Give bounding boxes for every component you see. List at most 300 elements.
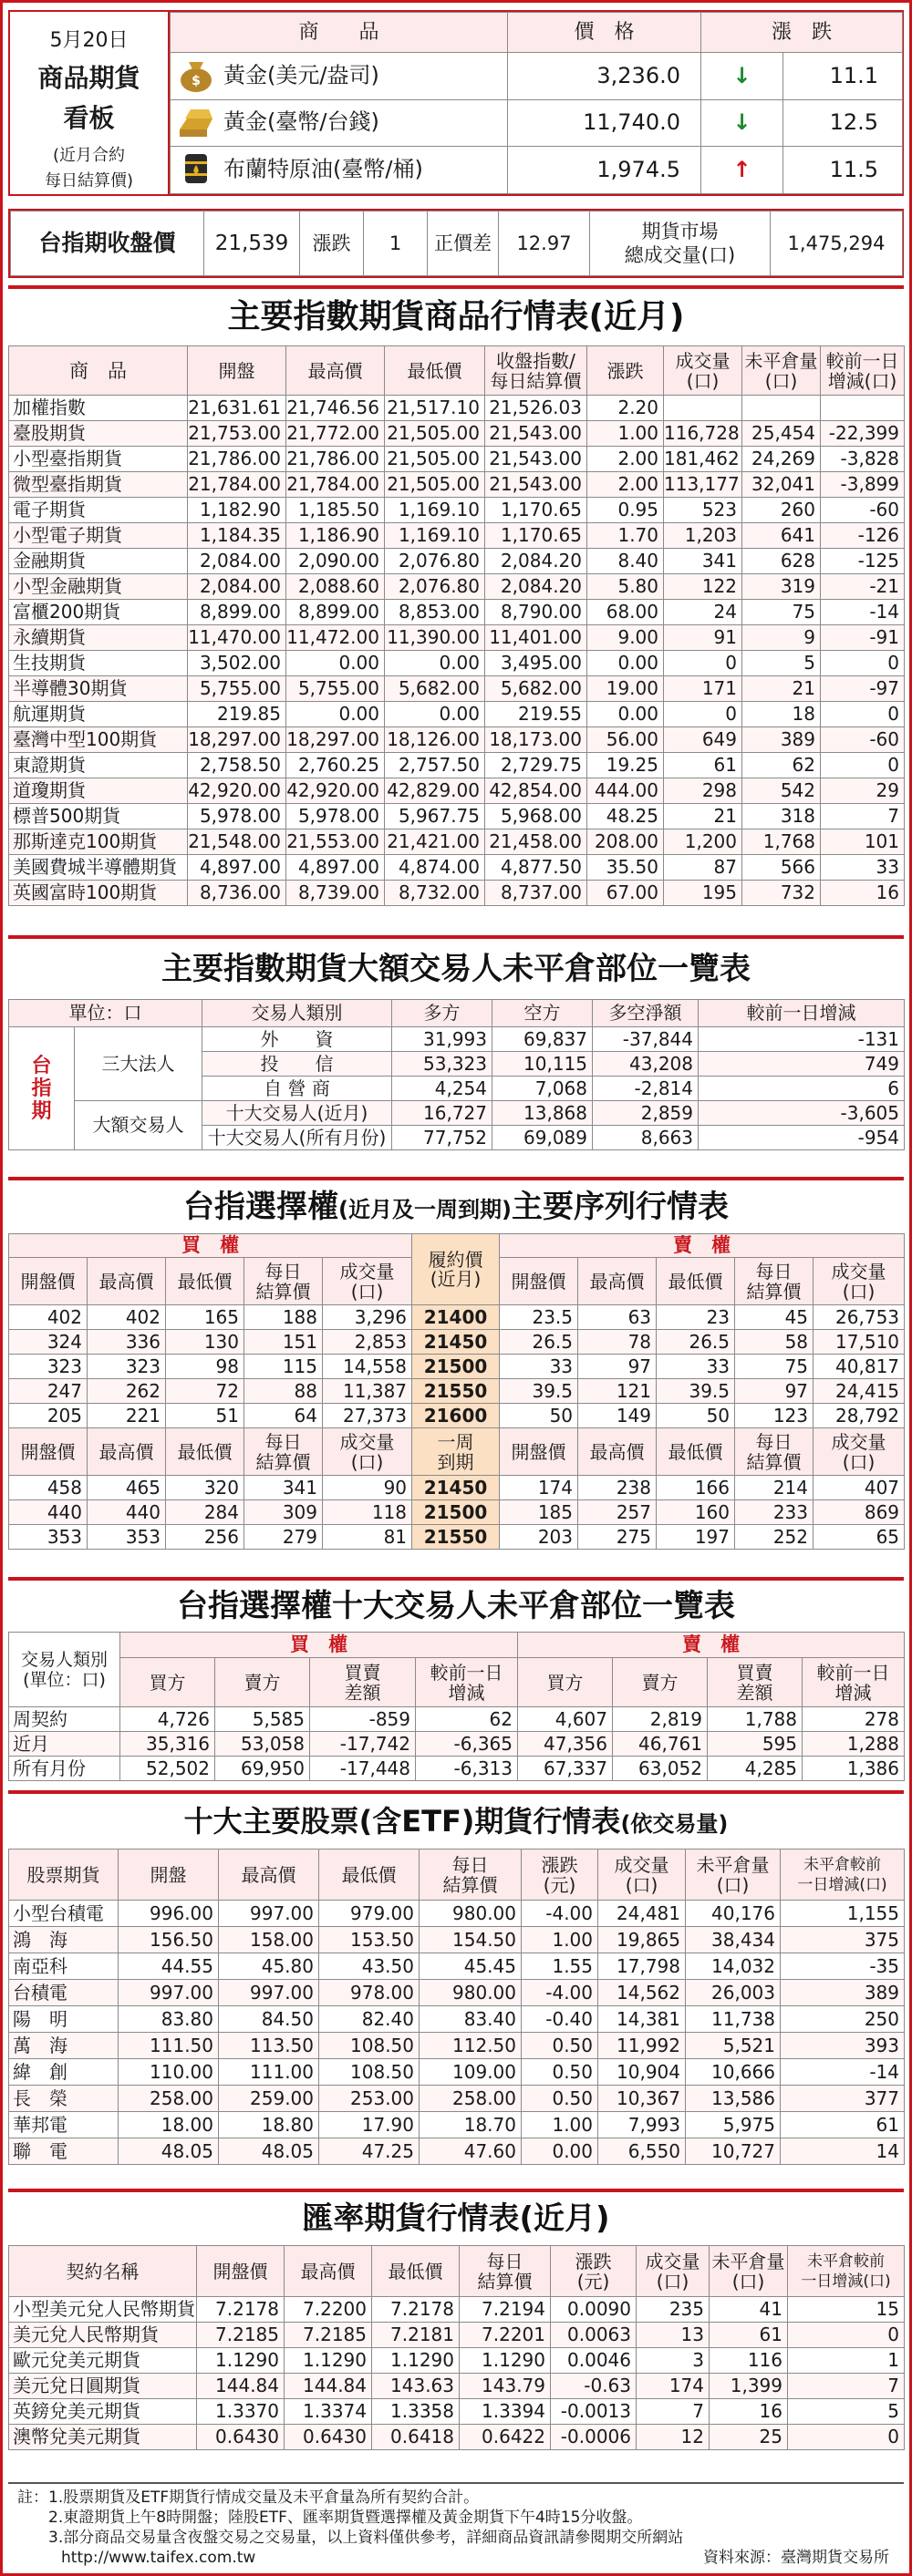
open-interest: 40,176	[686, 1901, 781, 1927]
net-value: 2,859	[593, 1101, 699, 1126]
commodity-name: 黃金(美元/盎司)	[223, 62, 379, 88]
open-interest: 25	[710, 2425, 788, 2450]
volume	[664, 396, 742, 421]
strike-price: 21500	[412, 1355, 500, 1379]
col-oi-change: 較前一日 增減(口)	[821, 346, 905, 396]
settle-price: 8,790.00	[485, 600, 587, 625]
high-price: 4,897.00	[286, 855, 385, 881]
settle-price: 11,401.00	[485, 625, 587, 651]
put-volume: 24,415	[814, 1379, 905, 1404]
low-price: 108.50	[319, 2033, 420, 2059]
open-price: 21,753.00	[188, 421, 286, 447]
open-price: 1.3370	[197, 2399, 285, 2425]
stock-name: 小型台積電	[9, 1901, 119, 1927]
volume: 3	[637, 2348, 710, 2374]
low-price: 21,505.00	[385, 447, 485, 472]
commodity-name: 黃金(臺幣/台錢)	[223, 108, 379, 135]
high-price: 111.00	[219, 2059, 319, 2086]
volume: 195	[664, 881, 742, 906]
contract-name: 英鎊兌美元期貨	[9, 2399, 197, 2425]
options-row	[9, 1525, 905, 1550]
low-price: 21,505.00	[385, 472, 485, 498]
change: -4.00	[522, 1980, 598, 2006]
change: -0.0013	[551, 2399, 637, 2425]
put-volume: 65	[814, 1525, 905, 1550]
total-volume: 1,475,294	[771, 211, 903, 276]
basis-value: 12.97	[499, 211, 590, 276]
settle-price: 2,084.20	[485, 574, 587, 600]
futures-row	[9, 498, 905, 523]
open-interest: 32,041	[742, 472, 821, 498]
volume: 7,993	[598, 2112, 686, 2138]
call-sell: 53,058	[215, 1732, 310, 1757]
high-price: 1,185.50	[286, 498, 385, 523]
call-change: -6,313	[416, 1757, 518, 1781]
settle-price: 7.2201	[460, 2323, 551, 2348]
product-name: 微型臺指期貨	[9, 472, 188, 498]
open-price: 44.55	[119, 1953, 219, 1980]
low-price: 2,076.80	[385, 574, 485, 600]
oi-change: 7	[788, 2374, 905, 2399]
commodity-change: 11.5	[783, 146, 903, 193]
board-header-box	[10, 12, 170, 194]
oi-change: -14	[821, 600, 905, 625]
change: 0.50	[522, 2086, 598, 2112]
change: -0.40	[522, 2006, 598, 2033]
volume: 14,562	[598, 1980, 686, 2006]
open-interest: 628	[742, 549, 821, 574]
board-date: 5月20日	[49, 29, 129, 52]
open-interest: 566	[742, 855, 821, 881]
settle-price: 1.3394	[460, 2399, 551, 2425]
oi-change: 14	[781, 2138, 905, 2165]
low-price: 7.2178	[372, 2297, 460, 2323]
col-put-change: 較前一日 增減	[803, 1658, 905, 1707]
call-settle: 279	[244, 1525, 323, 1550]
options-row	[9, 1404, 905, 1428]
high-price: 5,978.00	[286, 804, 385, 829]
call-settle: 151	[244, 1330, 323, 1355]
volume: 171	[664, 676, 742, 702]
strike-price: 21500	[412, 1500, 500, 1525]
change-value: -954	[699, 1126, 905, 1150]
taiex-change: 1	[364, 211, 428, 276]
oi-change: 0	[821, 651, 905, 676]
short-value: 69,837	[492, 1027, 593, 1052]
call-settle: 188	[244, 1305, 323, 1330]
col-contract: 契約名稱	[9, 2246, 197, 2297]
settle-price: 5,682.00	[485, 676, 587, 702]
options-title	[8, 1180, 904, 1233]
oi-change: 375	[781, 1927, 905, 1953]
call-high: 440	[88, 1500, 166, 1525]
volume: 87	[664, 855, 742, 881]
stock-futures-title-paren: (依交易量)	[620, 1811, 729, 1837]
options-row	[9, 1379, 905, 1404]
board-title: 商品期貨	[37, 63, 140, 93]
settle-price: 3,495.00	[485, 651, 587, 676]
col-open-interest: 未平倉量 (口)	[710, 2246, 788, 2297]
volume: 122	[664, 574, 742, 600]
side-label: 台 指 期	[9, 1027, 75, 1150]
large-traders-title: 主要指數期貨大額交易人未平倉部位一覽表	[161, 951, 751, 987]
high-price: 259.00	[219, 2086, 319, 2112]
change: 2.00	[587, 472, 664, 498]
commodity-change: 12.5	[783, 100, 903, 146]
low-price: 17.90	[319, 2112, 420, 2138]
settle-price: 18.70	[420, 2112, 522, 2138]
low-price: 7.2181	[372, 2323, 460, 2348]
oi-change: 0	[788, 2425, 905, 2450]
board-sub: (近月合約	[52, 146, 126, 165]
change-value: 6	[699, 1077, 905, 1101]
call-header: 買 權	[9, 1234, 412, 1258]
call-open: 353	[9, 1525, 88, 1550]
change: 208.00	[587, 829, 664, 855]
put-change: 1,386	[803, 1757, 905, 1781]
open-price: 1,182.90	[188, 498, 286, 523]
put-volume: 869	[814, 1500, 905, 1525]
high-price: 11,472.00	[286, 625, 385, 651]
stock-name: 陽 明	[9, 2006, 119, 2033]
put-buy: 47,356	[518, 1732, 613, 1757]
options-section	[8, 1177, 904, 1550]
volume: 116,728	[664, 421, 742, 447]
col-long: 多方	[392, 1000, 492, 1027]
call-volume: 90	[323, 1476, 412, 1500]
change: 5.80	[587, 574, 664, 600]
taiex-change-label: 漲跌	[300, 211, 364, 276]
open-price: 2,084.00	[188, 574, 286, 600]
col-open: 開盤價	[500, 1258, 578, 1305]
taifex-link[interactable]: http://www.taifex.com.tw	[61, 2549, 256, 2567]
futures-row	[9, 396, 905, 421]
put-settle: 123	[735, 1404, 814, 1428]
put-volume: 40,817	[814, 1355, 905, 1379]
put-low: 23	[657, 1305, 735, 1330]
product-name: 標普500期貨	[9, 804, 188, 829]
col-high: 最高價	[286, 346, 385, 396]
open-price: 258.00	[119, 2086, 219, 2112]
stock-futures-row	[9, 1927, 905, 1953]
open-interest: 25,454	[742, 421, 821, 447]
product-name: 小型電子期貨	[9, 523, 188, 549]
low-price: 47.25	[319, 2138, 420, 2165]
long-value: 77,752	[392, 1126, 492, 1150]
low-price: 82.40	[319, 2006, 420, 2033]
high-price: 158.00	[219, 1927, 319, 1953]
col-low: 最低價	[372, 2246, 460, 2297]
oi-change: 29	[821, 778, 905, 804]
call-high: 402	[88, 1305, 166, 1330]
high-price: 8,899.00	[286, 600, 385, 625]
large-traders-section	[8, 935, 904, 1150]
high-price: 7.2200	[285, 2297, 372, 2323]
oi-change	[821, 396, 905, 421]
product-name: 英國富時100期貨	[9, 881, 188, 906]
col-settle: 每日 結算價	[244, 1428, 323, 1476]
volume: 10,367	[598, 2086, 686, 2112]
change: 0.00	[587, 651, 664, 676]
open-interest: 10,666	[686, 2059, 781, 2086]
open-interest: 5,975	[686, 2112, 781, 2138]
call-high: 221	[88, 1404, 166, 1428]
high-price: 42,920.00	[286, 778, 385, 804]
col-oi-change: 較前一日增減	[699, 1000, 905, 1027]
stock-futures-row	[9, 2138, 905, 2165]
call-open: 247	[9, 1379, 88, 1404]
put-buy: 67,337	[518, 1757, 613, 1781]
put-header: 賣 權	[500, 1234, 905, 1258]
low-price: 5,967.75	[385, 804, 485, 829]
settle-price: 45.45	[420, 1953, 522, 1980]
put-volume: 17,510	[814, 1330, 905, 1355]
call-low: 165	[166, 1305, 244, 1330]
put-change: 1,288	[803, 1732, 905, 1757]
col-settle: 每日 結算價	[735, 1258, 814, 1305]
open-interest: 61	[710, 2323, 788, 2348]
change: 9.00	[587, 625, 664, 651]
high-price: 21,784.00	[286, 472, 385, 498]
group-institutional: 三大法人	[75, 1027, 202, 1101]
low-price: 2,076.80	[385, 549, 485, 574]
put-open: 185	[500, 1500, 578, 1525]
call-volume: 27,373	[323, 1404, 412, 1428]
col-high: 最高價	[219, 1850, 319, 1901]
commodity-board	[8, 10, 904, 196]
stock-futures-row	[9, 2006, 905, 2033]
options-row	[9, 1500, 905, 1525]
long-value: 16,727	[392, 1101, 492, 1126]
volume: 21	[664, 804, 742, 829]
open-interest: 9	[742, 625, 821, 651]
col-open: 開盤價	[197, 2246, 285, 2297]
low-price: 8,853.00	[385, 600, 485, 625]
volume: 0	[664, 651, 742, 676]
put-high: 63	[578, 1305, 657, 1330]
col-low: 最低價	[166, 1258, 244, 1305]
high-price: 18,297.00	[286, 727, 385, 753]
volume: 17,798	[598, 1953, 686, 1980]
open-interest: 1,399	[710, 2374, 788, 2399]
open-price: 111.50	[119, 2033, 219, 2059]
put-open: 50	[500, 1404, 578, 1428]
open-interest: 5,521	[686, 2033, 781, 2059]
col-settle: 每日 結算價	[420, 1850, 522, 1901]
open-interest: 41	[710, 2297, 788, 2323]
put-high: 149	[578, 1404, 657, 1428]
put-open: 33	[500, 1355, 578, 1379]
futures-row	[9, 829, 905, 855]
low-price: 108.50	[319, 2059, 420, 2086]
high-price: 1,186.90	[286, 523, 385, 549]
call-high: 262	[88, 1379, 166, 1404]
oi-change: 377	[781, 2086, 905, 2112]
call-buy: 4,726	[120, 1707, 215, 1732]
col-open-interest: 未平倉量 (口)	[742, 346, 821, 396]
call-net: -859	[310, 1707, 416, 1732]
taiex-close: 21,539	[204, 211, 300, 276]
col-high: 最高價	[578, 1428, 657, 1476]
col-volume: 成交量 (口)	[323, 1428, 412, 1476]
short-value: 69,089	[492, 1126, 593, 1150]
put-volume: 407	[814, 1476, 905, 1500]
stock-futures-row	[9, 2086, 905, 2112]
settle-price: 1,170.65	[485, 523, 587, 549]
volume: 24,481	[598, 1901, 686, 1927]
col-open: 開盤	[119, 1850, 219, 1901]
volume: 91	[664, 625, 742, 651]
open-price: 21,786.00	[188, 447, 286, 472]
volume: 13	[637, 2323, 710, 2348]
low-price: 0.6418	[372, 2425, 460, 2450]
put-low: 50	[657, 1404, 735, 1428]
volume: 649	[664, 727, 742, 753]
open-interest: 319	[742, 574, 821, 600]
open-price: 21,548.00	[188, 829, 286, 855]
product-name: 小型臺指期貨	[9, 447, 188, 472]
call-open: 440	[9, 1500, 88, 1525]
stock-futures-row	[9, 1980, 905, 2006]
col-oi-change: 未平倉較前 一日增減(口)	[788, 2246, 905, 2297]
put-settle: 214	[735, 1476, 814, 1500]
col-low: 最低價	[166, 1428, 244, 1476]
call-sell: 69,950	[215, 1757, 310, 1781]
product-name: 富櫃200期貨	[9, 600, 188, 625]
commodity-price: 3,236.0	[508, 53, 701, 100]
open-interest: 1,768	[742, 829, 821, 855]
high-price: 997.00	[219, 1980, 319, 2006]
col-high: 最高價	[88, 1258, 166, 1305]
commodity-row	[171, 100, 903, 146]
call-high: 465	[88, 1476, 166, 1500]
put-open: 23.5	[500, 1305, 578, 1330]
contract-type: 近月	[9, 1732, 120, 1757]
put-open: 174	[500, 1476, 578, 1500]
put-high: 238	[578, 1476, 657, 1500]
option-traders-title: 台指選擇權十大交易人未平倉部位一覽表	[177, 1588, 735, 1624]
commodity-change: 11.1	[783, 53, 903, 100]
settle-price: 42,854.00	[485, 778, 587, 804]
put-settle: 233	[735, 1500, 814, 1525]
open-price: 21,631.61	[188, 396, 286, 421]
futures-row	[9, 676, 905, 702]
put-high: 97	[578, 1355, 657, 1379]
col-commodity: 商 品	[171, 13, 508, 53]
oi-change: -60	[821, 498, 905, 523]
high-price: 113.50	[219, 2033, 319, 2059]
oi-change: -3,828	[821, 447, 905, 472]
open-price: 1,184.35	[188, 523, 286, 549]
change-value: -3,605	[699, 1101, 905, 1126]
put-low: 160	[657, 1500, 735, 1525]
call-open: 402	[9, 1305, 88, 1330]
volume: 181,462	[664, 447, 742, 472]
call-open: 323	[9, 1355, 88, 1379]
put-settle: 75	[735, 1355, 814, 1379]
high-price: 1.1290	[285, 2348, 372, 2374]
high-price: 5,755.00	[286, 676, 385, 702]
settle-price: 154.50	[420, 1927, 522, 1953]
col-volume: 成交量 (口)	[637, 2246, 710, 2297]
contract-type: 所有月份	[9, 1757, 120, 1781]
high-price: 2,090.00	[286, 549, 385, 574]
open-interest: 18	[742, 702, 821, 727]
stock-futures-row	[9, 1901, 905, 1927]
put-high: 275	[578, 1525, 657, 1550]
open-price: 110.00	[119, 2059, 219, 2086]
open-interest: 16	[710, 2399, 788, 2425]
stock-futures-table	[8, 1849, 905, 2165]
call-sell: 5,585	[215, 1707, 310, 1732]
put-high: 121	[578, 1379, 657, 1404]
note-1: 註：1.股票期貨及ETF期貨行情成交量及未平倉量為所有契約合計。	[17, 2488, 480, 2507]
commodity-table	[170, 12, 903, 194]
change: 0.95	[587, 498, 664, 523]
svg-text:$: $	[192, 74, 201, 89]
high-price: 997.00	[219, 1901, 319, 1927]
volume: 174	[637, 2374, 710, 2399]
put-change: 278	[803, 1707, 905, 1732]
settle-price: 47.60	[420, 2138, 522, 2165]
put-sell: 63,052	[613, 1757, 708, 1781]
product-name: 生技期貨	[9, 651, 188, 676]
commodity-name: 布蘭特原油(臺幣/桶)	[223, 156, 423, 182]
volume: 14,381	[598, 2006, 686, 2033]
col-change: 漲跌 (元)	[551, 2246, 637, 2297]
stock-futures-row	[9, 2033, 905, 2059]
product-name: 臺股期貨	[9, 421, 188, 447]
volume: 298	[664, 778, 742, 804]
volume: 7	[637, 2399, 710, 2425]
call-high: 353	[88, 1525, 166, 1550]
col-open: 開盤	[188, 346, 286, 396]
oi-change: 0	[788, 2323, 905, 2348]
change: -4.00	[522, 1901, 598, 1927]
product-name: 小型金融期貨	[9, 574, 188, 600]
low-price: 5,682.00	[385, 676, 485, 702]
high-price: 144.84	[285, 2374, 372, 2399]
change: 1.55	[522, 1953, 598, 1980]
open-interest: 38,434	[686, 1927, 781, 1953]
change: 0.50	[522, 2033, 598, 2059]
trader-type: 十大交易人(所有月份)	[202, 1126, 392, 1150]
col-put-sell: 賣方	[613, 1658, 708, 1707]
stock-name: 聯 電	[9, 2138, 119, 2165]
option-traders-section	[8, 1577, 904, 1781]
strike-price: 21450	[412, 1330, 500, 1355]
volume: 10,904	[598, 2059, 686, 2086]
high-price: 2,760.25	[286, 753, 385, 778]
futures-row	[9, 753, 905, 778]
product-name: 道瓊期貨	[9, 778, 188, 804]
strike-header: 履約價 (近月)	[412, 1234, 500, 1305]
oil-barrel-icon	[176, 149, 216, 191]
settle-price: 2,729.75	[485, 753, 587, 778]
oi-change: -125	[821, 549, 905, 574]
put-net: 1,788	[708, 1707, 803, 1732]
taiex-label: 台指期收盤價	[11, 211, 204, 276]
call-high: 323	[88, 1355, 166, 1379]
gold-bag-icon	[176, 55, 216, 98]
contract-name: 美元兌日圓期貨	[9, 2374, 197, 2399]
call-buy: 35,316	[120, 1732, 215, 1757]
options-title-main: 台指選擇權	[183, 1189, 339, 1225]
put-volume: 26,753	[814, 1305, 905, 1330]
low-price: 43.50	[319, 1953, 420, 1980]
oi-change: -126	[821, 523, 905, 549]
open-interest: 26,003	[686, 1980, 781, 2006]
